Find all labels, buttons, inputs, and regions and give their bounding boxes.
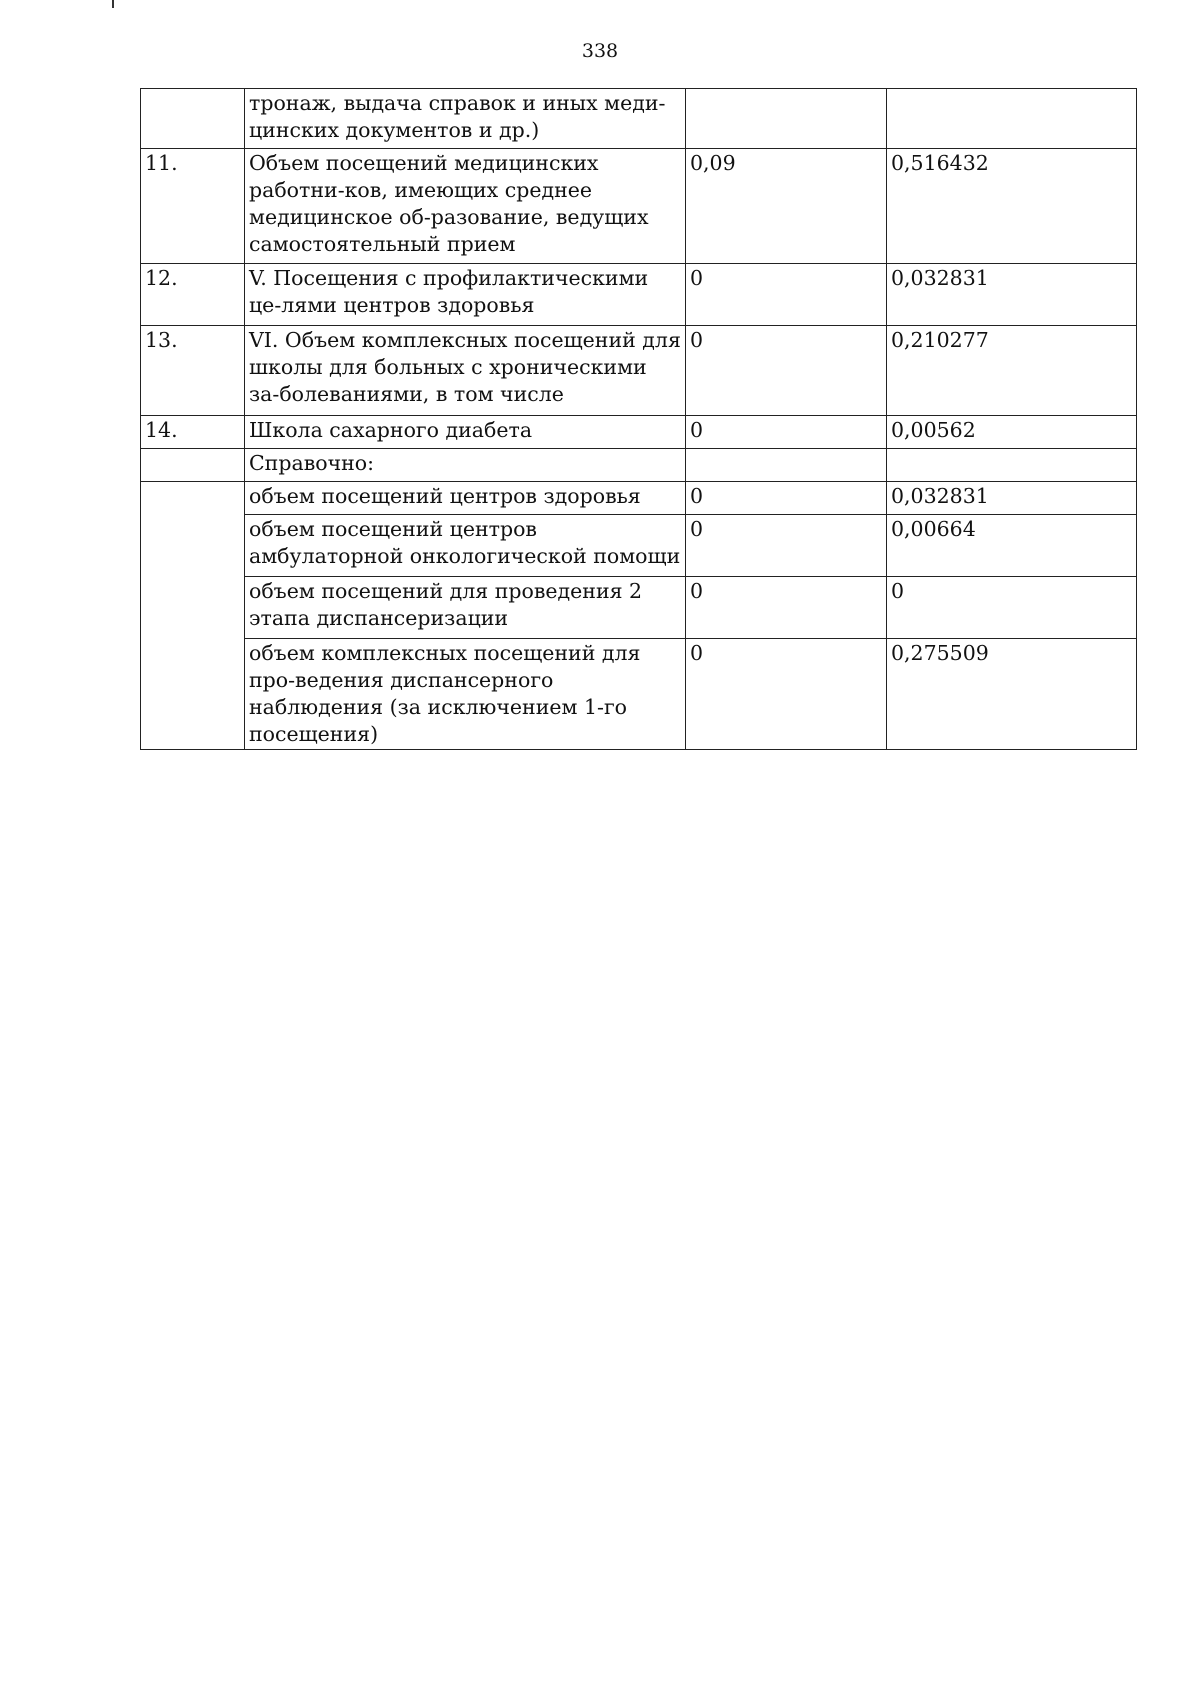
row-name-cell: V. Посещения с профилактическими це-лями центров здоровья	[245, 264, 686, 326]
table-row	[141, 264, 1137, 326]
page-number: 338	[581, 40, 619, 62]
table-row	[141, 416, 1137, 449]
row-number-cell	[141, 89, 245, 149]
table-row	[141, 326, 1137, 416]
row-value-a-cell	[686, 89, 887, 149]
row-value-a-cell	[686, 449, 887, 482]
row-value-b-cell: 0,032831	[887, 264, 1137, 326]
row-value-a-cell: 0	[686, 326, 887, 416]
row-value-b-cell	[887, 449, 1137, 482]
row-value-a-cell: 0	[686, 416, 887, 449]
row-number-cell: 13.	[141, 326, 245, 416]
row-value-b-cell: 0,275509	[887, 639, 1137, 750]
row-value-a-cell: 0	[686, 577, 887, 639]
row-name-cell: объем посещений центров амбулаторной онкологической помощи	[245, 515, 686, 577]
row-value-b-cell: 0	[887, 577, 1137, 639]
row-value-b-cell: 0,210277	[887, 326, 1137, 416]
row-name-cell: VI. Объем комплексных посещений для школы для больных с хроническими за-болеваниями, в том числе	[245, 326, 686, 416]
row-name-cell: Школа сахарного диабета	[245, 416, 686, 449]
scan-edge-mark	[112, 0, 114, 8]
row-value-b-cell: 0,00664	[887, 515, 1137, 577]
table-row	[141, 482, 1137, 515]
row-value-b-cell: 0,00562	[887, 416, 1137, 449]
row-value-a-cell: 0	[686, 264, 887, 326]
row-number-cell: 12.	[141, 264, 245, 326]
row-number-cell: 11.	[141, 149, 245, 264]
row-number-cell: 14.	[141, 416, 245, 449]
row-name-cell: объем комплексных посещений для про-ведения диспансерного наблюдения (за исключением 1-го посещения)	[245, 639, 686, 750]
row-number-cell	[141, 449, 245, 482]
reference-heading-cell: Справочно:	[245, 449, 686, 482]
row-value-a-cell: 0	[686, 482, 887, 515]
table-row	[141, 149, 1137, 264]
reference-number-cell	[141, 482, 245, 750]
table-row	[141, 577, 1137, 639]
table-row	[141, 89, 1137, 149]
table-row	[141, 639, 1137, 750]
row-value-a-cell: 0	[686, 515, 887, 577]
row-value-b-cell: 0,032831	[887, 482, 1137, 515]
row-value-b-cell: 0,516432	[887, 149, 1137, 264]
row-value-b-cell	[887, 89, 1137, 149]
row-name-cell: объем посещений центров здоровья	[245, 482, 686, 515]
table-row	[141, 515, 1137, 577]
row-name-cell: тронаж, выдача справок и иных меди-цинских документов и др.)	[245, 89, 686, 149]
row-name-cell: объем посещений для проведения 2 этапа диспансеризации	[245, 577, 686, 639]
table-row	[141, 449, 1137, 482]
row-value-a-cell: 0	[686, 639, 887, 750]
row-name-cell: Объем посещений медицинских работни-ков, имеющих среднее медицинское об-разование, ведущих самостоятельный прием	[245, 149, 686, 264]
data-table	[140, 88, 1137, 750]
row-value-a-cell: 0,09	[686, 149, 887, 264]
